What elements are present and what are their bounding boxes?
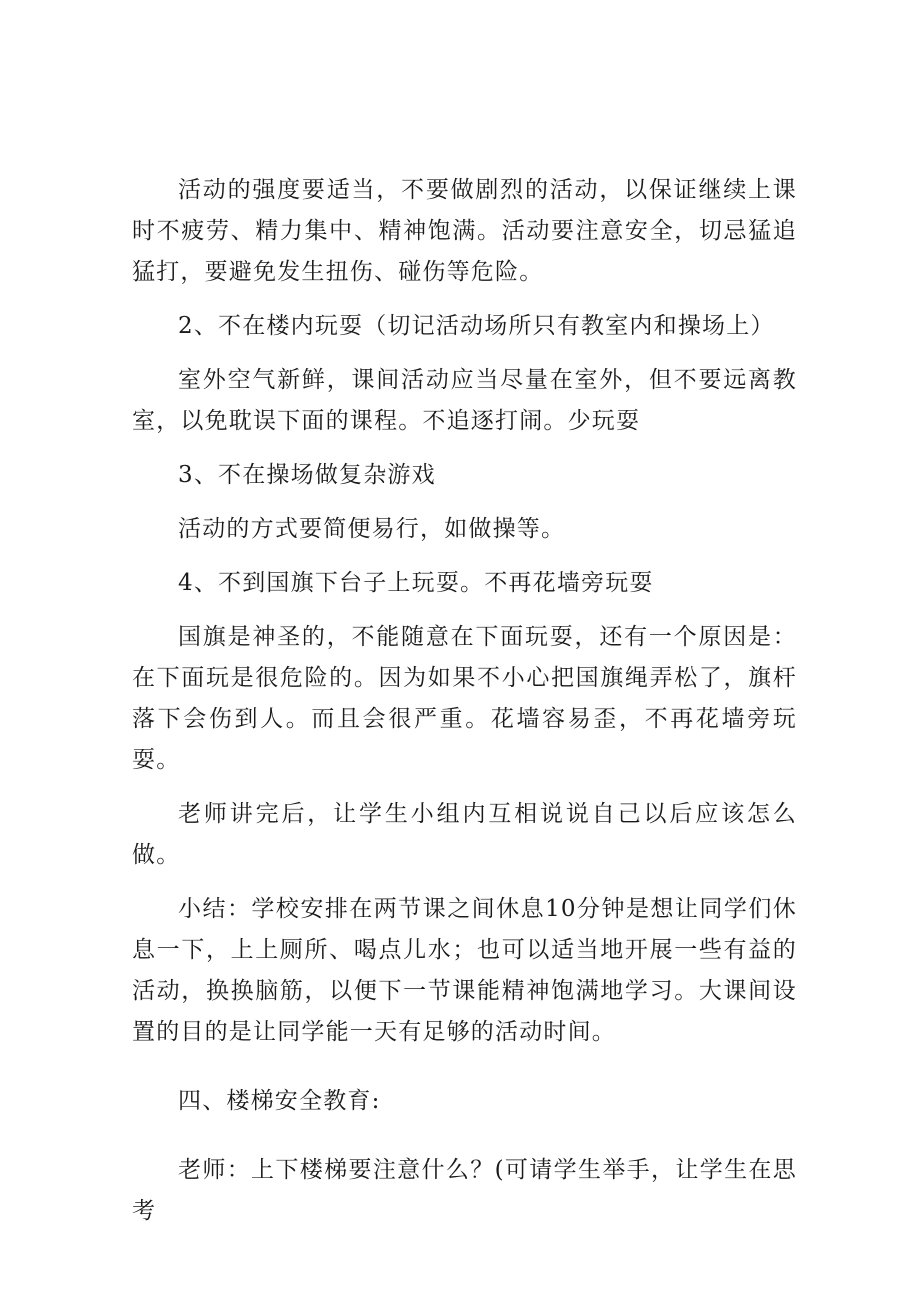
heading-item-3: 3、不在操场做复杂游戏 bbox=[178, 462, 436, 488]
spacer bbox=[132, 604, 797, 617]
spacer bbox=[132, 550, 797, 563]
heading-section-4: 四、楼梯安全教育: bbox=[178, 1088, 381, 1114]
spacer bbox=[132, 1053, 797, 1081]
spacer bbox=[132, 876, 797, 889]
spacer bbox=[132, 347, 797, 360]
paragraph-simple-activities: 活动的方式要简便易行，如做操等。 bbox=[178, 516, 566, 542]
paragraph-outdoor-air: 室外空气新鲜，课间活动应当尽量在室外，但不要远离教室，以免耽误下面的课程。不追逐打闹。少玩耍 bbox=[132, 367, 797, 434]
heading-item-4: 4、不到国旗下台子上玩耍。不再花墙旁玩耍 bbox=[178, 570, 654, 596]
paragraph-teacher-question: 老师：上下楼梯要注意什么？(可请学生举手，让学生在思考 bbox=[132, 1157, 797, 1224]
spacer bbox=[132, 293, 797, 306]
document-body bbox=[132, 170, 797, 1232]
paragraph-teacher-discussion: 老师讲完后，让学生小组内互相说说自己以后应该怎么做。 bbox=[132, 801, 797, 868]
paragraph-activity-intensity: 活动的强度要适当，不要做剧烈的活动，以保证继续上课时不疲劳、精力集中、精神饱满。活动要注意安全，切忌猛追猛打，要避免发生扭伤、碰伤等危险。 bbox=[132, 177, 797, 285]
paragraph-summary: 小结：学校安排在两节课之间休息10分钟是想让同学们休息一下，上上厕所、喝点儿水；也可以适当地开展一些有益的活动，换换脑筋，以便下一节课能精神饱满地学习。大课间设置的目的是让同学能一天有足够的活动时间。 bbox=[132, 896, 797, 1045]
paragraph-national-flag: 国旗是神圣的，不能随意在下面玩耍，还有一个原因是：在下面玩是很危险的。因为如果不小心把国旗绳弄松了，旗杆落下会伤到人。而且会很严重。花墙容易歪，不再花墙旁玩耍。 bbox=[132, 624, 797, 773]
spacer bbox=[132, 1122, 797, 1150]
spacer bbox=[132, 442, 797, 455]
heading-item-2: 2、不在楼内玩耍（切记活动场所只有教室内和操场上） bbox=[178, 313, 775, 339]
spacer bbox=[132, 781, 797, 794]
spacer bbox=[132, 496, 797, 509]
